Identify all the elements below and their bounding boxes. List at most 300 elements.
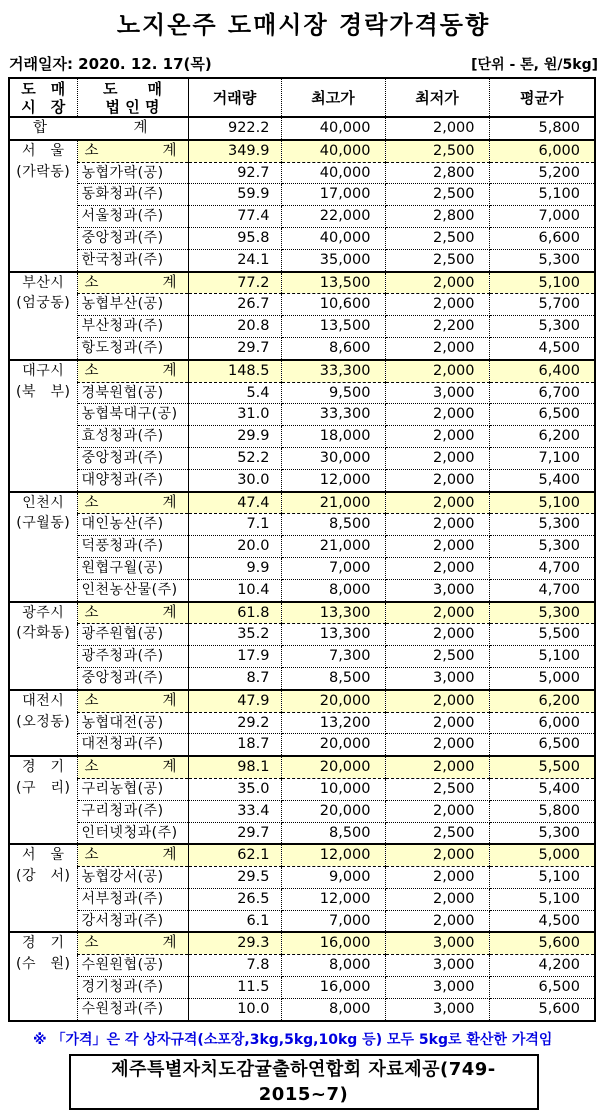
volume-value: 62.1 (188, 844, 281, 866)
col-header-market (9, 78, 77, 117)
avg-value: 5,300 (489, 602, 595, 624)
low-value: 2,000 (385, 888, 489, 910)
low-value: 3,000 (385, 382, 489, 404)
avg-value: 5,100 (489, 492, 595, 514)
low-value: 2,000 (385, 690, 489, 712)
low-value: 2,000 (385, 712, 489, 734)
company-name: 대전청과(주) (77, 734, 188, 756)
col-header-avg: 평균가 (489, 78, 595, 117)
low-value: 2,500 (385, 140, 489, 162)
company-name: 부산청과(주) (77, 316, 188, 338)
avg-value: 5,300 (489, 316, 595, 338)
subtotal-label-right: 계 (162, 362, 177, 379)
avg-value: 5,200 (489, 162, 595, 184)
total-label (10, 118, 188, 139)
total-label-left: 합 (33, 120, 48, 136)
market-cell (9, 602, 77, 690)
high-value: 33,300 (281, 360, 385, 382)
company-row (9, 249, 595, 271)
low-value: 3,000 (385, 932, 489, 954)
high-value: 12,000 (281, 888, 385, 910)
high-value: 40,000 (281, 117, 385, 140)
market-name-line2: (강 서) (16, 868, 71, 885)
avg-value: 5,400 (489, 469, 595, 491)
volume-value: 10.0 (188, 998, 281, 1020)
report-title: 노지온주 도매시장 경락가격동향 (116, 11, 491, 39)
company-name: 동화청과(주) (77, 184, 188, 206)
subtotal-label-left: 소 (84, 142, 99, 159)
company-row (9, 734, 595, 756)
high-value: 9,500 (281, 382, 385, 404)
avg-value: 4,500 (489, 337, 595, 359)
market-cell (9, 756, 77, 844)
market-name-line2: (각화동) (16, 625, 71, 642)
company-name: 광주원협(공) (77, 624, 188, 646)
volume-value: 52.2 (188, 447, 281, 469)
high-value: 33,300 (281, 404, 385, 426)
low-value: 3,000 (385, 955, 489, 977)
high-value: 10,000 (281, 778, 385, 800)
col-header-market-line2: 시 장 (21, 97, 66, 116)
subtotal-label (78, 361, 188, 382)
subtotal-row (9, 756, 595, 778)
avg-value: 5,600 (489, 932, 595, 954)
high-value: 13,300 (281, 624, 385, 646)
company-name: 중앙청과(주) (77, 447, 188, 469)
subtotal-label (78, 691, 188, 712)
market-cell (9, 492, 77, 602)
avg-value: 5,500 (489, 756, 595, 778)
high-value: 21,000 (281, 492, 385, 514)
subtotal-row (9, 932, 595, 954)
subtotal-label (78, 933, 188, 954)
avg-value: 6,500 (489, 977, 595, 999)
company-row (9, 426, 595, 448)
market-name-line2: (구 리) (16, 779, 71, 796)
high-value: 20,000 (281, 756, 385, 778)
market-cell (9, 140, 77, 272)
col-header-corp-line1: 도 매 (103, 79, 162, 98)
subtotal-label-left: 소 (84, 362, 99, 379)
col-header-low: 최저가 (385, 78, 489, 117)
company-row (9, 294, 595, 316)
company-name: 구리청과(주) (77, 800, 188, 822)
volume-value: 349.9 (188, 140, 281, 162)
high-value: 7,000 (281, 910, 385, 932)
subtotal-label-right: 계 (162, 604, 177, 621)
market-name-line1: 대구시 (22, 362, 65, 379)
subtotal-label-left: 소 (84, 847, 99, 864)
market-name-line2: (엄궁동) (16, 295, 71, 312)
volume-value: 59.9 (188, 184, 281, 206)
avg-value: 5,300 (489, 536, 595, 558)
company-row (9, 184, 595, 206)
company-row (9, 646, 595, 668)
market-name-line1: 서 울 (21, 847, 65, 864)
subtotal-row (9, 492, 595, 514)
company-row (9, 888, 595, 910)
low-value: 2,000 (385, 447, 489, 469)
subtotal-label-left: 소 (84, 604, 99, 621)
volume-value: 20.0 (188, 536, 281, 558)
high-value: 9,000 (281, 867, 385, 889)
high-value: 22,000 (281, 206, 385, 228)
avg-value: 5,500 (489, 624, 595, 646)
avg-value: 6,600 (489, 227, 595, 249)
avg-value: 5,100 (489, 867, 595, 889)
high-value: 13,500 (281, 272, 385, 294)
subtotal-label-right: 계 (162, 142, 177, 159)
avg-value: 5,800 (489, 117, 595, 140)
low-value: 2,500 (385, 646, 489, 668)
market-name-line1: 인천시 (22, 494, 65, 511)
avg-value: 5,100 (489, 646, 595, 668)
volume-value: 17.9 (188, 646, 281, 668)
company-name: 덕풍청과(주) (77, 536, 188, 558)
total-label-right: 계 (133, 120, 148, 136)
company-row (9, 382, 595, 404)
subtotal-row (9, 272, 595, 294)
avg-value: 6,400 (489, 360, 595, 382)
market-name-line1: 경 기 (21, 935, 65, 952)
avg-value: 5,000 (489, 844, 595, 866)
company-name: 구리농협(공) (77, 778, 188, 800)
volume-value: 29.3 (188, 932, 281, 954)
company-row (9, 316, 595, 338)
subtotal-label-left: 소 (84, 935, 99, 952)
market-cell (9, 360, 77, 492)
company-name: 농협북대구(공) (77, 404, 188, 426)
company-name: 강서청과(주) (77, 910, 188, 932)
avg-value: 5,100 (489, 888, 595, 910)
company-name: 원협구월(공) (77, 557, 188, 579)
avg-value: 6,000 (489, 712, 595, 734)
low-value: 3,000 (385, 998, 489, 1020)
subtotal-label-left: 소 (84, 274, 99, 291)
volume-value: 61.8 (188, 602, 281, 624)
company-name: 경기청과(주) (77, 977, 188, 999)
low-value: 2,800 (385, 162, 489, 184)
market-name-line2: (오정동) (16, 713, 71, 730)
market-name-line2: (북 부) (16, 383, 71, 400)
company-name: 항도청과(주) (77, 337, 188, 359)
high-value: 7,000 (281, 557, 385, 579)
high-value: 13,500 (281, 316, 385, 338)
price-table (8, 77, 596, 1022)
company-name: 수원원협(공) (77, 955, 188, 977)
market-name-line2: (구월동) (16, 515, 71, 532)
volume-value: 29.7 (188, 822, 281, 844)
low-value: 3,000 (385, 667, 489, 689)
subtotal-label (78, 603, 188, 624)
market-name-line1: 부산시 (22, 274, 65, 291)
low-value: 2,500 (385, 778, 489, 800)
company-name: 농협가락(공) (77, 162, 188, 184)
company-name: 농협부산(공) (77, 294, 188, 316)
low-value: 2,000 (385, 426, 489, 448)
low-value: 2,000 (385, 756, 489, 778)
avg-value: 5,600 (489, 998, 595, 1020)
high-value: 40,000 (281, 162, 385, 184)
avg-value: 5,000 (489, 667, 595, 689)
market-name-line2: (가락동) (16, 163, 71, 180)
avg-value: 4,200 (489, 955, 595, 977)
col-header-market-line1: 도 매 (21, 79, 66, 98)
volume-value: 24.1 (188, 249, 281, 271)
high-value: 16,000 (281, 977, 385, 999)
subtotal-label-cell (77, 272, 188, 294)
volume-value: 77.4 (188, 206, 281, 228)
subtotal-label-right: 계 (162, 847, 177, 864)
market-cell (9, 844, 77, 932)
volume-value: 47.4 (188, 492, 281, 514)
high-value: 21,000 (281, 536, 385, 558)
subtotal-label-right: 계 (162, 274, 177, 291)
subtotal-label-cell (77, 756, 188, 778)
low-value: 2,200 (385, 316, 489, 338)
high-value: 12,000 (281, 469, 385, 491)
volume-value: 30.0 (188, 469, 281, 491)
company-row (9, 514, 595, 536)
high-value: 8,500 (281, 822, 385, 844)
volume-value: 29.5 (188, 867, 281, 889)
low-value: 2,000 (385, 536, 489, 558)
company-row (9, 536, 595, 558)
market-cell (9, 690, 77, 756)
unit-label: [단위 - 톤, 원/5kg] (471, 57, 598, 73)
company-row (9, 800, 595, 822)
low-value: 2,000 (385, 469, 489, 491)
company-row (9, 469, 595, 491)
low-value: 2,800 (385, 206, 489, 228)
volume-value: 7.8 (188, 955, 281, 977)
company-name: 경북원협(공) (77, 382, 188, 404)
high-value: 8,000 (281, 998, 385, 1020)
volume-value: 29.7 (188, 337, 281, 359)
avg-value: 5,400 (489, 778, 595, 800)
high-value: 8,500 (281, 667, 385, 689)
subtotal-label-right: 계 (162, 935, 177, 952)
volume-value: 95.8 (188, 227, 281, 249)
market-name-line1: 대전시 (22, 692, 65, 709)
volume-value: 31.0 (188, 404, 281, 426)
company-row (9, 579, 595, 601)
avg-value: 6,000 (489, 140, 595, 162)
low-value: 2,000 (385, 294, 489, 316)
high-value: 13,300 (281, 602, 385, 624)
subtotal-label-left: 소 (84, 759, 99, 776)
company-row (9, 667, 595, 689)
avg-value: 5,300 (489, 822, 595, 844)
col-header-high: 최고가 (281, 78, 385, 117)
low-value: 2,000 (385, 734, 489, 756)
low-value: 3,000 (385, 579, 489, 601)
company-row (9, 162, 595, 184)
avg-value: 5,100 (489, 272, 595, 294)
avg-value: 4,700 (489, 557, 595, 579)
volume-value: 8.7 (188, 667, 281, 689)
volume-value: 6.1 (188, 910, 281, 932)
market-name-line1: 광주시 (22, 604, 65, 621)
avg-value: 7,000 (489, 206, 595, 228)
company-row (9, 337, 595, 359)
high-value: 8,600 (281, 337, 385, 359)
avg-value: 5,300 (489, 514, 595, 536)
company-name: 인터넷청과(주) (77, 822, 188, 844)
company-name: 인천농산물(주) (77, 579, 188, 601)
avg-value: 6,200 (489, 690, 595, 712)
company-row (9, 624, 595, 646)
company-row (9, 867, 595, 889)
avg-value: 7,100 (489, 447, 595, 469)
low-value: 2,500 (385, 249, 489, 271)
header-row (9, 78, 595, 117)
meta-row (9, 53, 598, 74)
high-value: 40,000 (281, 227, 385, 249)
high-value: 12,000 (281, 844, 385, 866)
volume-value: 26.7 (188, 294, 281, 316)
subtotal-row (9, 690, 595, 712)
subtotal-label-right: 계 (162, 692, 177, 709)
company-name: 중앙청과(주) (77, 667, 188, 689)
company-name: 서울청과(주) (77, 206, 188, 228)
low-value: 3,000 (385, 977, 489, 999)
subtotal-row (9, 360, 595, 382)
price-conversion-note: ※ 「가격」은 각 상자규격(소포장,3kg,5kg,10kg 등) 모두 5kg로 환산한 가격임 (33, 1031, 553, 1048)
company-row (9, 447, 595, 469)
company-row (9, 712, 595, 734)
volume-value: 35.2 (188, 624, 281, 646)
high-value: 20,000 (281, 690, 385, 712)
avg-value: 6,500 (489, 404, 595, 426)
volume-value: 7.1 (188, 514, 281, 536)
subtotal-row (9, 844, 595, 866)
col-header-volume: 거래량 (188, 78, 281, 117)
company-name: 서부청과(주) (77, 888, 188, 910)
volume-value: 9.9 (188, 557, 281, 579)
subtotal-label (78, 273, 188, 294)
subtotal-label-cell (77, 932, 188, 954)
low-value: 2,500 (385, 184, 489, 206)
subtotal-label-left: 소 (84, 692, 99, 709)
high-value: 8,000 (281, 955, 385, 977)
avg-value: 5,800 (489, 800, 595, 822)
company-row (9, 557, 595, 579)
company-name: 광주청과(주) (77, 646, 188, 668)
company-row (9, 778, 595, 800)
low-value: 2,000 (385, 800, 489, 822)
subtotal-label-cell (77, 140, 188, 162)
company-name: 농협강서(공) (77, 867, 188, 889)
volume-value: 92.7 (188, 162, 281, 184)
company-row (9, 910, 595, 932)
volume-value: 20.8 (188, 316, 281, 338)
subtotal-row (9, 602, 595, 624)
col-header-corp (77, 78, 188, 117)
low-value: 2,000 (385, 844, 489, 866)
high-value: 20,000 (281, 734, 385, 756)
company-row (9, 404, 595, 426)
subtotal-label-cell (77, 602, 188, 624)
high-value: 13,200 (281, 712, 385, 734)
low-value: 2,000 (385, 337, 489, 359)
subtotal-label-cell (77, 492, 188, 514)
low-value: 2,500 (385, 227, 489, 249)
volume-value: 35.0 (188, 778, 281, 800)
volume-value: 26.5 (188, 888, 281, 910)
avg-value: 6,700 (489, 382, 595, 404)
company-name: 한국청과(주) (77, 249, 188, 271)
market-name-line1: 경 기 (21, 759, 65, 776)
high-value: 17,000 (281, 184, 385, 206)
low-value: 2,000 (385, 624, 489, 646)
avg-value: 5,300 (489, 249, 595, 271)
avg-value: 5,700 (489, 294, 595, 316)
company-name: 대인농산(주) (77, 514, 188, 536)
trade-date-label: 거래일자: 2020. 12. 17(목) (9, 55, 212, 73)
high-value: 30,000 (281, 447, 385, 469)
avg-value: 4,700 (489, 579, 595, 601)
subtotal-label-right: 계 (162, 494, 177, 511)
volume-value: 148.5 (188, 360, 281, 382)
low-value: 2,000 (385, 492, 489, 514)
low-value: 2,000 (385, 602, 489, 624)
low-value: 2,000 (385, 867, 489, 889)
subtotal-row (9, 140, 595, 162)
market-name-line2: (수 원) (16, 956, 71, 973)
high-value: 8,000 (281, 579, 385, 601)
avg-value: 4,500 (489, 910, 595, 932)
provider-box: 제주특별자치도감귤출하연합회 자료제공(749-2015~7) (69, 1054, 539, 1110)
low-value: 2,000 (385, 360, 489, 382)
high-value: 35,000 (281, 249, 385, 271)
low-value: 2,000 (385, 514, 489, 536)
low-value: 2,000 (385, 910, 489, 932)
volume-value: 29.2 (188, 712, 281, 734)
volume-value: 5.4 (188, 382, 281, 404)
market-name-line1: 서 울 (21, 142, 65, 159)
subtotal-label-cell (77, 690, 188, 712)
volume-value: 922.2 (188, 117, 281, 140)
volume-value: 47.9 (188, 690, 281, 712)
total-label-cell (9, 117, 188, 140)
high-value: 10,600 (281, 294, 385, 316)
avg-value: 6,200 (489, 426, 595, 448)
low-value: 2,000 (385, 272, 489, 294)
low-value: 2,000 (385, 117, 489, 140)
subtotal-label (78, 757, 188, 778)
low-value: 2,000 (385, 404, 489, 426)
volume-value: 33.4 (188, 800, 281, 822)
volume-value: 98.1 (188, 756, 281, 778)
subtotal-label (78, 845, 188, 866)
market-cell (9, 932, 77, 1020)
company-name: 중앙청과(주) (77, 227, 188, 249)
subtotal-label-left: 소 (84, 494, 99, 511)
high-value: 16,000 (281, 932, 385, 954)
price-table-body (9, 117, 595, 1021)
company-name: 수원청과(주) (77, 998, 188, 1020)
company-row (9, 206, 595, 228)
volume-value: 18.7 (188, 734, 281, 756)
company-name: 대양청과(주) (77, 469, 188, 491)
subtotal-label (78, 493, 188, 514)
high-value: 40,000 (281, 140, 385, 162)
volume-value: 11.5 (188, 977, 281, 999)
market-cell (9, 272, 77, 360)
company-row (9, 955, 595, 977)
company-row (9, 822, 595, 844)
